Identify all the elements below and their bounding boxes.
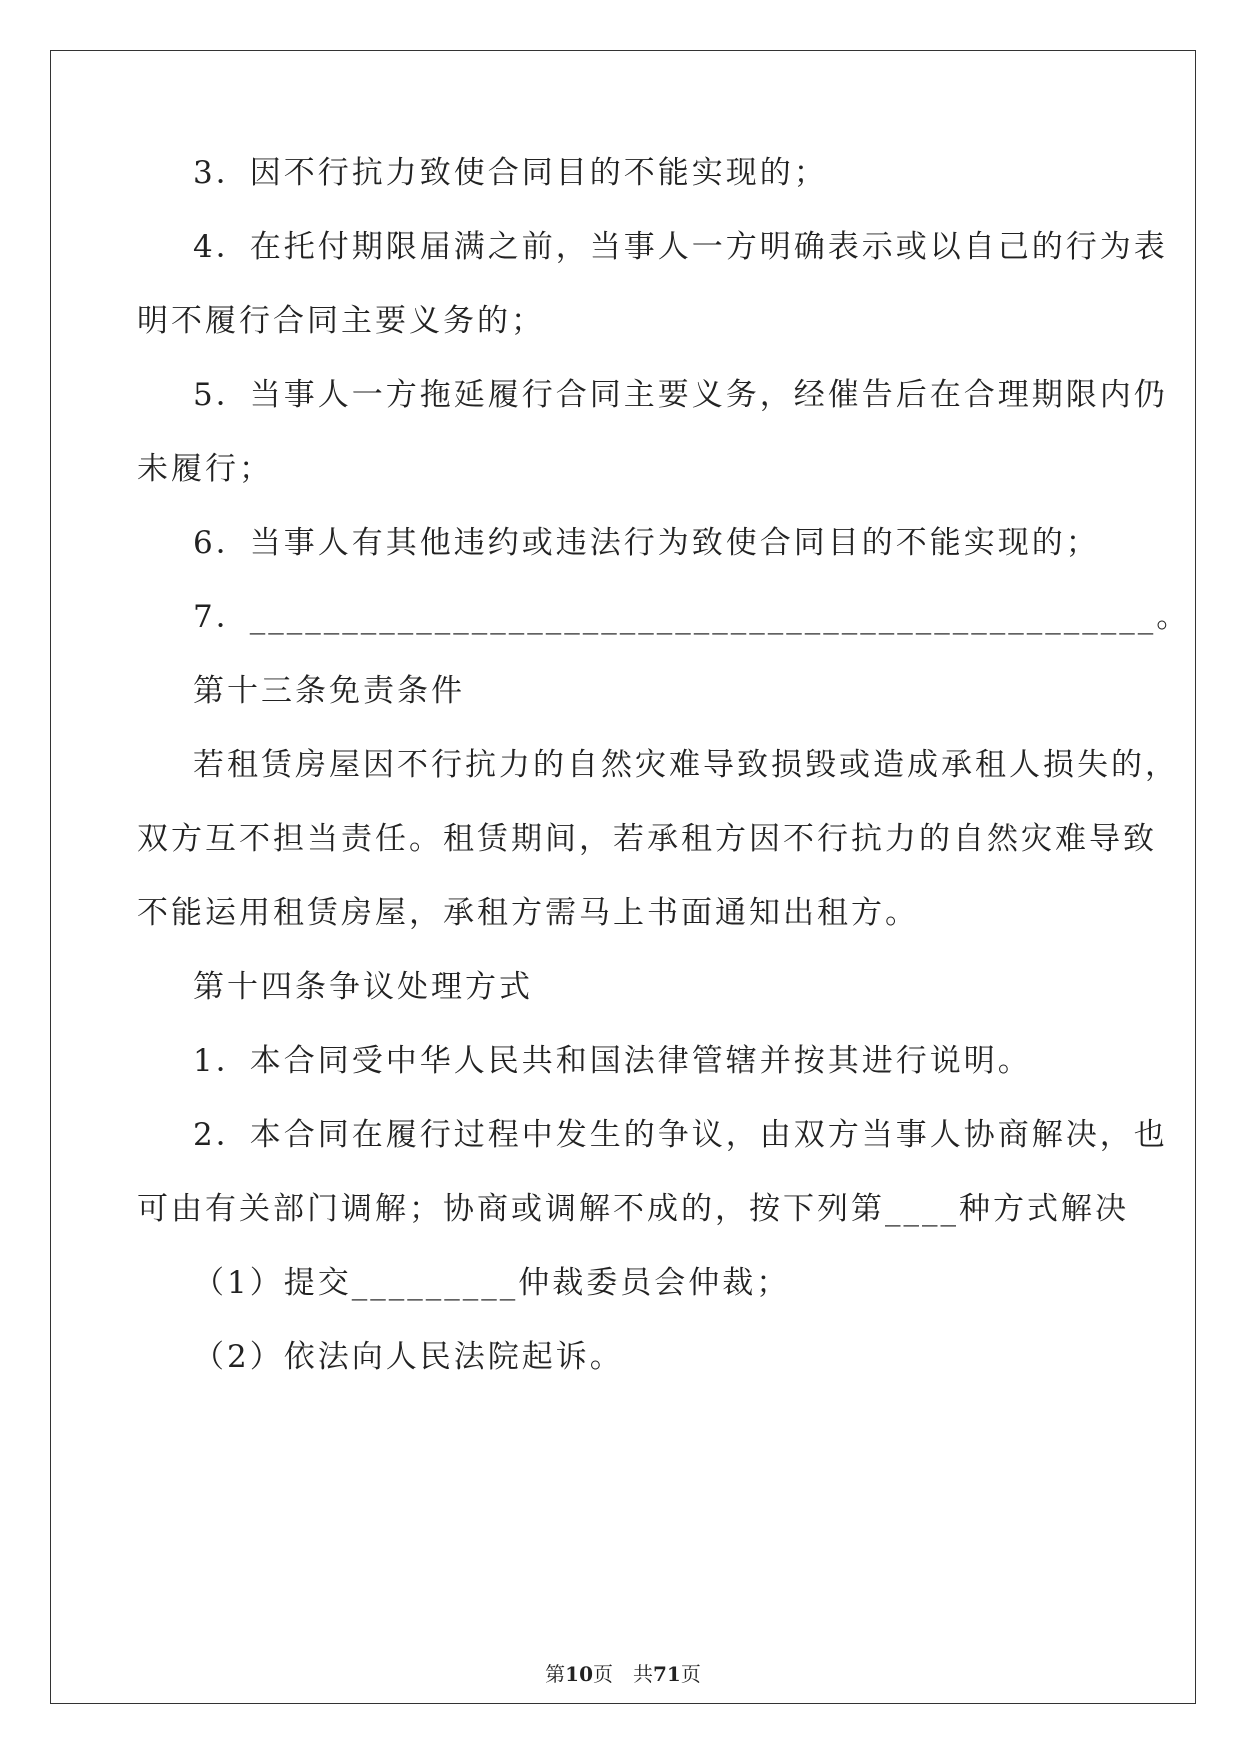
- footer-suffix: 页: [680, 1662, 701, 1686]
- text-line: 双方互不担当责任。租赁期间，若承租方因不行抗力的自然灾难导致: [137, 821, 1157, 857]
- text-line: （2）依法向人民法院起诉。: [193, 1339, 624, 1375]
- page-footer: [51, 1661, 1195, 1687]
- text-line: 不能运用租赁房屋，承租方需马上书面通知出租方。: [137, 895, 919, 931]
- text-line: 5．当事人一方拖延履行合同主要义务，经催告后在合理期限内仍: [193, 377, 1168, 413]
- text-line: 未履行；: [137, 451, 273, 487]
- page-frame: [50, 50, 1196, 1704]
- text-line: 若租赁房屋因不行抗力的自然灾难导致损毁或造成承租人损失的，: [193, 747, 1179, 783]
- text-line: 4．在托付期限届满之前，当事人一方明确表示或以自己的行为表: [193, 229, 1168, 265]
- text-line: 7．_________________________________________________。: [193, 599, 1191, 635]
- text-line: （1）提交_________仲裁委员会仲裁；: [193, 1265, 791, 1301]
- footer-prefix: 第: [545, 1662, 566, 1686]
- section-heading: 第十四条争议处理方式: [193, 969, 533, 1005]
- text-line: 3．因不行抗力致使合同目的不能实现的；: [193, 155, 828, 191]
- footer-page-current: 10: [565, 1662, 593, 1686]
- text-line: 明不履行合同主要义务的；: [137, 303, 545, 339]
- text-line: 1．本合同受中华人民共和国法律管辖并按其进行说明。: [193, 1043, 1032, 1079]
- footer-mid: 页 共: [593, 1662, 653, 1686]
- text-line: 2．本合同在履行过程中发生的争议，由双方当事人协商解决，也: [193, 1117, 1168, 1153]
- footer-page-total: 71: [653, 1662, 681, 1686]
- text-line: 可由有关部门调解；协商或调解不成的，按下列第____种方式解决: [137, 1191, 1129, 1227]
- section-heading: 第十三条免责条件: [193, 673, 465, 709]
- text-line: 6．当事人有其他违约或违法行为致使合同目的不能实现的；: [193, 525, 1100, 561]
